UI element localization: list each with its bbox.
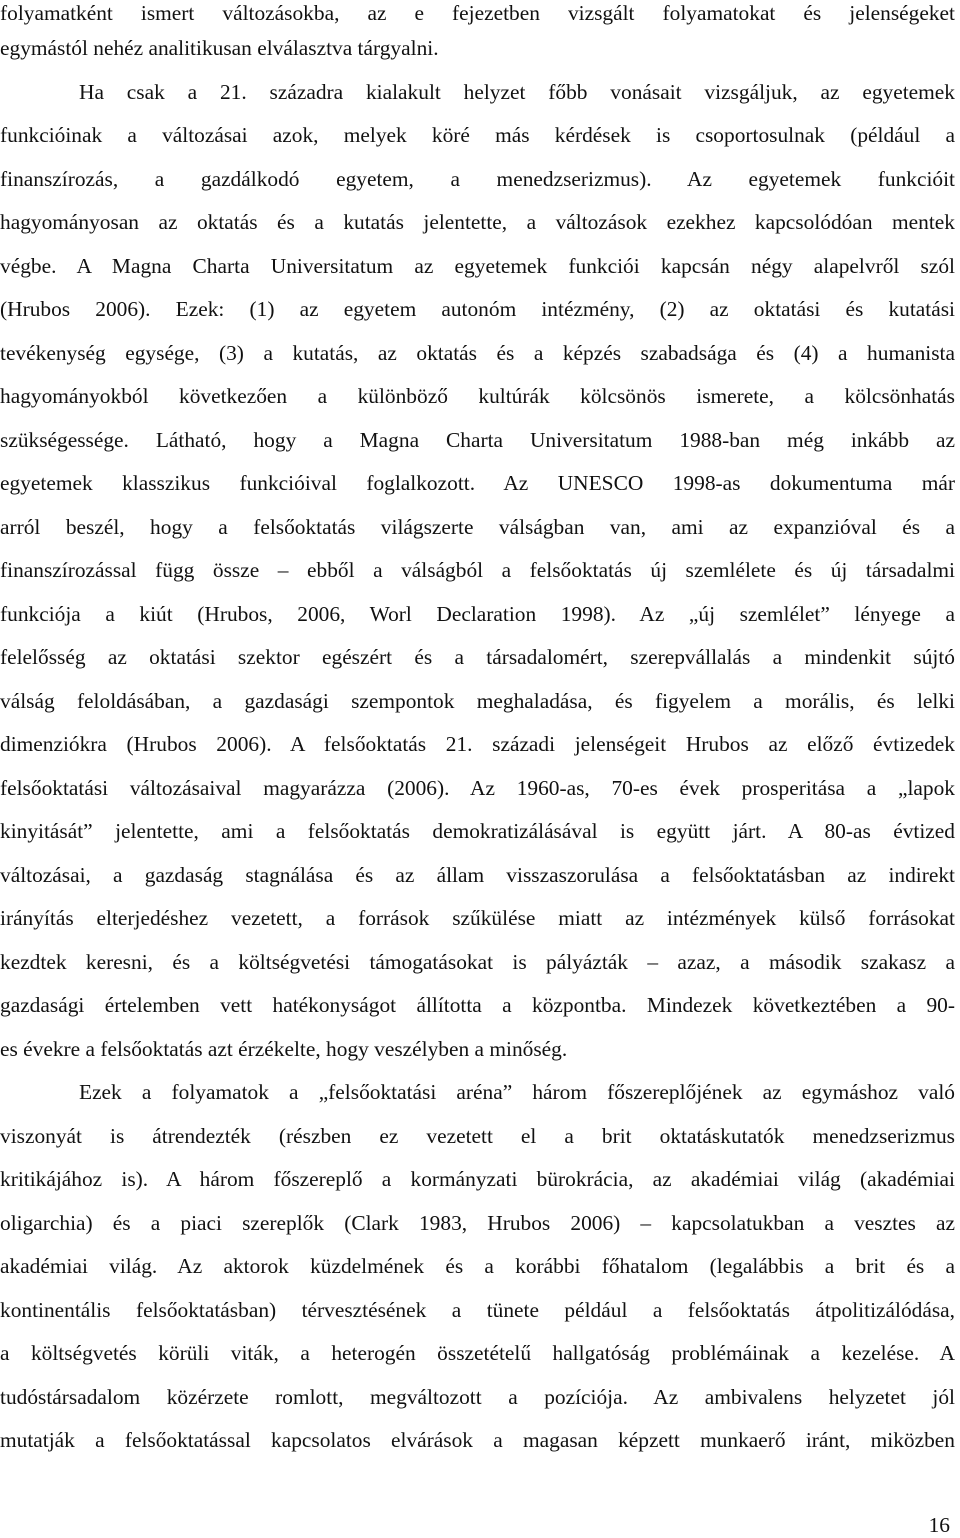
text-line: tevékenység egysége, (3) a kutatás, az oktatás és a képzés szabadsága és (4) a humanista <box>0 341 955 365</box>
text-line: felelősség az oktatási szektor egészért és a társadalomért, szerepvállalás a mindenkit sújtó <box>0 645 955 669</box>
text-line: funkciója a kiút (Hrubos, 2006, Worl Declaration 1998). Az „új szemlélet” lényege a <box>0 602 955 626</box>
text-line: kritikájához is). A három főszereplő a kormányzati bürokrácia, az akadémiai világ (akadémiai <box>0 1167 955 1191</box>
text-line: (Hrubos 2006). Ezek: (1) az egyetem autonóm intézmény, (2) az oktatási és kutatási <box>0 297 955 321</box>
text-line: felsőoktatási változásaival magyarázza (2006). Az 1960-as, 70-es évek prosperitása a „lapok <box>0 776 955 800</box>
text-line: egyetemek klasszikus funkcióival foglalkozott. Az UNESCO 1998-as dokumentuma már <box>0 471 955 495</box>
text-line: hagyományosan az oktatás és a kutatás jelentette, a változások ezekhez kapcsolódóan mentek <box>0 210 955 234</box>
text-line: funkcióinak a változásai azok, melyek köré más kérdések is csoportosulnak (például a <box>0 123 955 147</box>
text-line: Ha csak a 21. századra kialakult helyzet főbb vonásait vizsgáljuk, az egyetemek <box>79 80 955 104</box>
text-line: végbe. A Magna Charta Universitatum az egyetemek funkciói kapcsán négy alapelvről szól <box>0 254 955 278</box>
page-number: 16 <box>928 1513 950 1537</box>
text-line: gazdasági értelemben vett hatékonyságot állította a központba. Mindezek következtében a 90- <box>0 993 955 1017</box>
text-line: változásai, a gazdaság stagnálása és az állam visszaszorulása a felsőoktatásban az indirekt <box>0 863 955 887</box>
text-line: folyamatként ismert változásokba, az e fejezetben vizsgált folyamatokat és jelenségeket <box>0 1 955 25</box>
text-line: finanszírozással függ össze – ebből a válságból a felsőoktatás új szemlélete és új társadalmi <box>0 558 955 582</box>
text-line: kinyitását” jelentette, ami a felsőoktatás demokratizálásával is együtt járt. A 80-as évtized <box>0 819 955 843</box>
text-line: Ezek a folyamatok a „felsőoktatási aréna” három főszereplőjének az egymáshoz való <box>79 1080 955 1104</box>
text-line: szükségessége. Látható, hogy a Magna Charta Universitatum 1988-ban még inkább az <box>0 428 955 452</box>
text-line: egymástól nehéz analitikusan elválasztva tárgyalni. <box>0 36 439 60</box>
text-line: viszonyát is átrendezték (részben ez vezetett el a brit oktatáskutatók menedzserizmus <box>0 1124 955 1148</box>
text-line: tudóstársadalom közérzete romlott, megváltozott a pozíciója. Az ambivalens helyzetet jól <box>0 1385 955 1409</box>
text-line: kezdtek keresni, és a költségvetési támogatásokat is pályázták – azaz, a második szakasz a <box>0 950 955 974</box>
text-line: kontinentális felsőoktatásban) térvesztésének a tünete például a felsőoktatás átpolitizálódása, <box>0 1298 955 1322</box>
text-line: mutatják a felsőoktatással kapcsolatos elvárások a magasan képzett munkaerő iránt, miközben <box>0 1428 955 1452</box>
text-line: a költségvetés körüli viták, a heterogén összetételű hallgatóság problémáinak a kezelése. A <box>0 1341 955 1365</box>
text-line: hagyományokból következően a különböző kultúrák kölcsönös ismerete, a kölcsönhatás <box>0 384 955 408</box>
text-line: finanszírozás, a gazdálkodó egyetem, a menedzserizmus). Az egyetemek funkcióit <box>0 167 955 191</box>
text-line: akadémiai világ. Az aktorok küzdelmének és a korábbi főhatalom (legalábbis a brit és a <box>0 1254 955 1278</box>
text-line: arról beszél, hogy a felsőoktatás világszerte válságban van, ami az expanzióval és a <box>0 515 955 539</box>
text-line: dimenziókra (Hrubos 2006). A felsőoktatás 21. századi jelenségeit Hrubos az előző évtizedek <box>0 732 955 756</box>
text-line: irányítás elterjedéshez vezetett, a források szűkülése miatt az intézmények külső forrásokat <box>0 906 955 930</box>
text-line: oligarchia) és a piaci szereplők (Clark 1983, Hrubos 2006) – kapcsolatukban a vesztes az <box>0 1211 955 1235</box>
text-line: es évekre a felsőoktatás azt érzékelte, hogy veszélyben a minőség. <box>0 1037 568 1061</box>
text-line: válság feloldásában, a gazdasági szempontok meghaladása, és figyelem a morális, és lelki <box>0 689 955 713</box>
